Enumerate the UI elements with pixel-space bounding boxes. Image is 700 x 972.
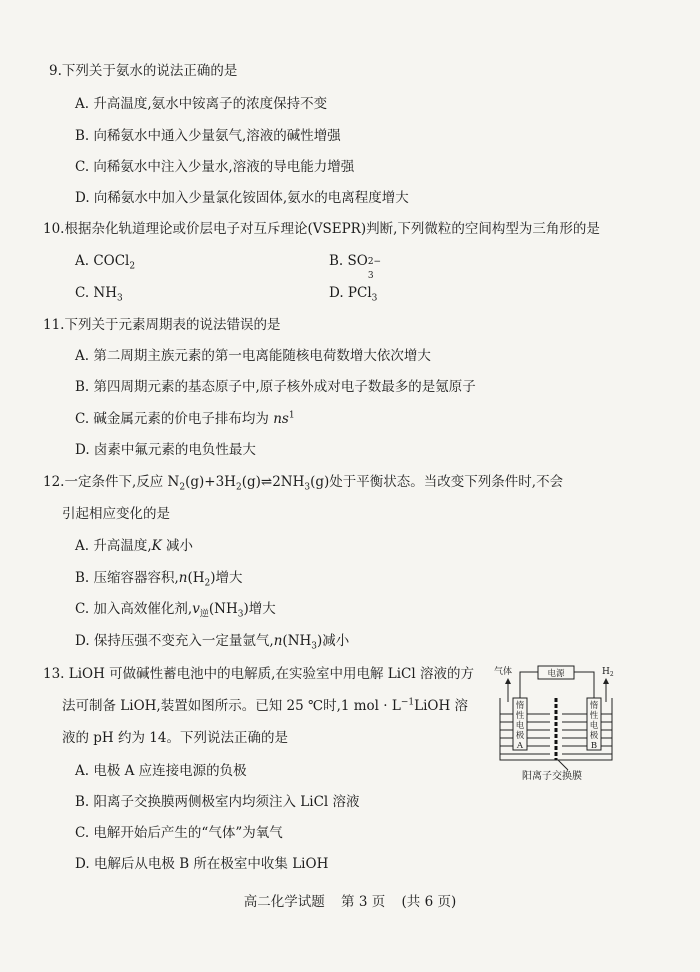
footer-page: 第 3 页: [341, 894, 386, 910]
q11-option-c: C. 碱金属元素的价电子排布均为 $ns^1$: [75, 410, 295, 427]
electrode-b-char: 极: [589, 731, 599, 741]
q12-stem-line2: 引起相应变化的是: [62, 506, 170, 522]
electrode-b-char: 性: [589, 711, 599, 721]
h2-arrowhead: [603, 678, 609, 684]
q13-option-b: B. 阳离子交换膜两侧极室内均须注入 LiCl 溶液: [75, 794, 360, 810]
q11-option-b: B. 第四周期元素的基态原子中,原子核外成对电子数最多的是氪原子: [75, 379, 476, 395]
q13-stem-line1: 13. LiOH 可做碱性蓄电池中的电解质,在实验室中用电解 LiCl 溶液的方: [43, 666, 474, 682]
membrane-label: 阳离子交换膜: [522, 771, 582, 782]
q13-option-a: A. 电极 A 应连接电源的负极: [75, 763, 247, 779]
q10-option-b: B. SO 2− 3: [329, 253, 382, 281]
page-footer: [0, 890, 700, 910]
electrode-a-char: A: [516, 741, 524, 751]
electrolysis-diagram: [494, 660, 618, 778]
electrode-a-char: 惰: [515, 701, 525, 711]
q10-option-d: D. PCl$_3$: [329, 285, 378, 304]
q12-option-d: D. 保持压强不变充入一定量氩气$,n(NH_3)$减小: [75, 633, 350, 652]
power-label: 电源: [547, 669, 565, 679]
q10-option-c: C. $NH_3$: [75, 285, 123, 304]
q9-stem: 9.下列关于氨水的说法正确的是: [49, 63, 238, 79]
q12-option-c: C. 加入高效催化剂$,v_逆(NH_3)$增大: [75, 601, 276, 620]
footer-title: 高二化学试题: [243, 894, 325, 910]
q9-option-d: D. 向稀氨水中加入少量氯化铵固体,氨水的电离程度增大: [75, 190, 409, 206]
q12-option-b: B. 压缩容器容积$,n(H_2)$增大: [75, 570, 243, 589]
q13-option-c: C. 电解开始后产生的“气体”为氧气: [75, 825, 283, 841]
q10-option-a: A. COCl$_2$: [75, 253, 136, 272]
electrode-a-char: 极: [515, 731, 525, 741]
q11-option-a: A. 第二周期主族元素的第一电离能随核电荷数增大依次增大: [75, 348, 431, 364]
gas-label: 气体: [494, 667, 513, 677]
q9-option-a: A. 升高温度,氨水中铵离子的浓度保持不变: [75, 96, 328, 112]
q11-option-d: D. 卤素中氟元素的电负性最大: [75, 442, 256, 458]
q13-stem-line2: 法可制备 LiOH,装置如图所示。已知 25 ℃时,1 mol · $L^{-1}LiOH$ 溶: [62, 697, 469, 714]
q9-option-c: C. 向稀氨水中注入少量水,溶液的导电能力增强: [75, 159, 355, 175]
q11-stem: 11.下列关于元素周期表的说法错误的是: [43, 317, 281, 333]
wire-left: [520, 672, 538, 700]
q9-option-b: B. 向稀氨水中通入少量氨气,溶液的碱性增强: [75, 128, 341, 144]
q12-stem: 12.一定条件下,反应 $N_2(g)+3H_2(g)\rightleftharpoons 2NH_3(g)$处于平衡状态。当改变下列条件时,不会: [43, 474, 564, 493]
q13-stem-line3: 液的 pH 约为 14。下列说法正确的是: [62, 730, 288, 746]
electrode-b-char: B: [590, 741, 598, 751]
q10-stem: 10.根据杂化轨道理论或价层电子对互斥理论(VSEPR)判断,下列微粒的空间构型为三角形的是: [43, 221, 600, 237]
footer-total: (共 6 页): [401, 894, 457, 910]
electrode-a-char: 性: [515, 711, 525, 721]
gas-arrowhead: [505, 678, 511, 684]
electrode-b-char: 惰: [589, 701, 599, 711]
electrode-b-char: 电: [589, 721, 599, 731]
q12-option-a: A. 升高温度,K 减小: [75, 538, 194, 554]
electrode-a-char: 电: [515, 721, 525, 731]
h2-label: $H_2$: [602, 667, 614, 678]
q13-option-d: D. 电解后从电极 B 所在极室中收集 LiOH: [75, 856, 329, 872]
wire-right: [574, 672, 594, 700]
